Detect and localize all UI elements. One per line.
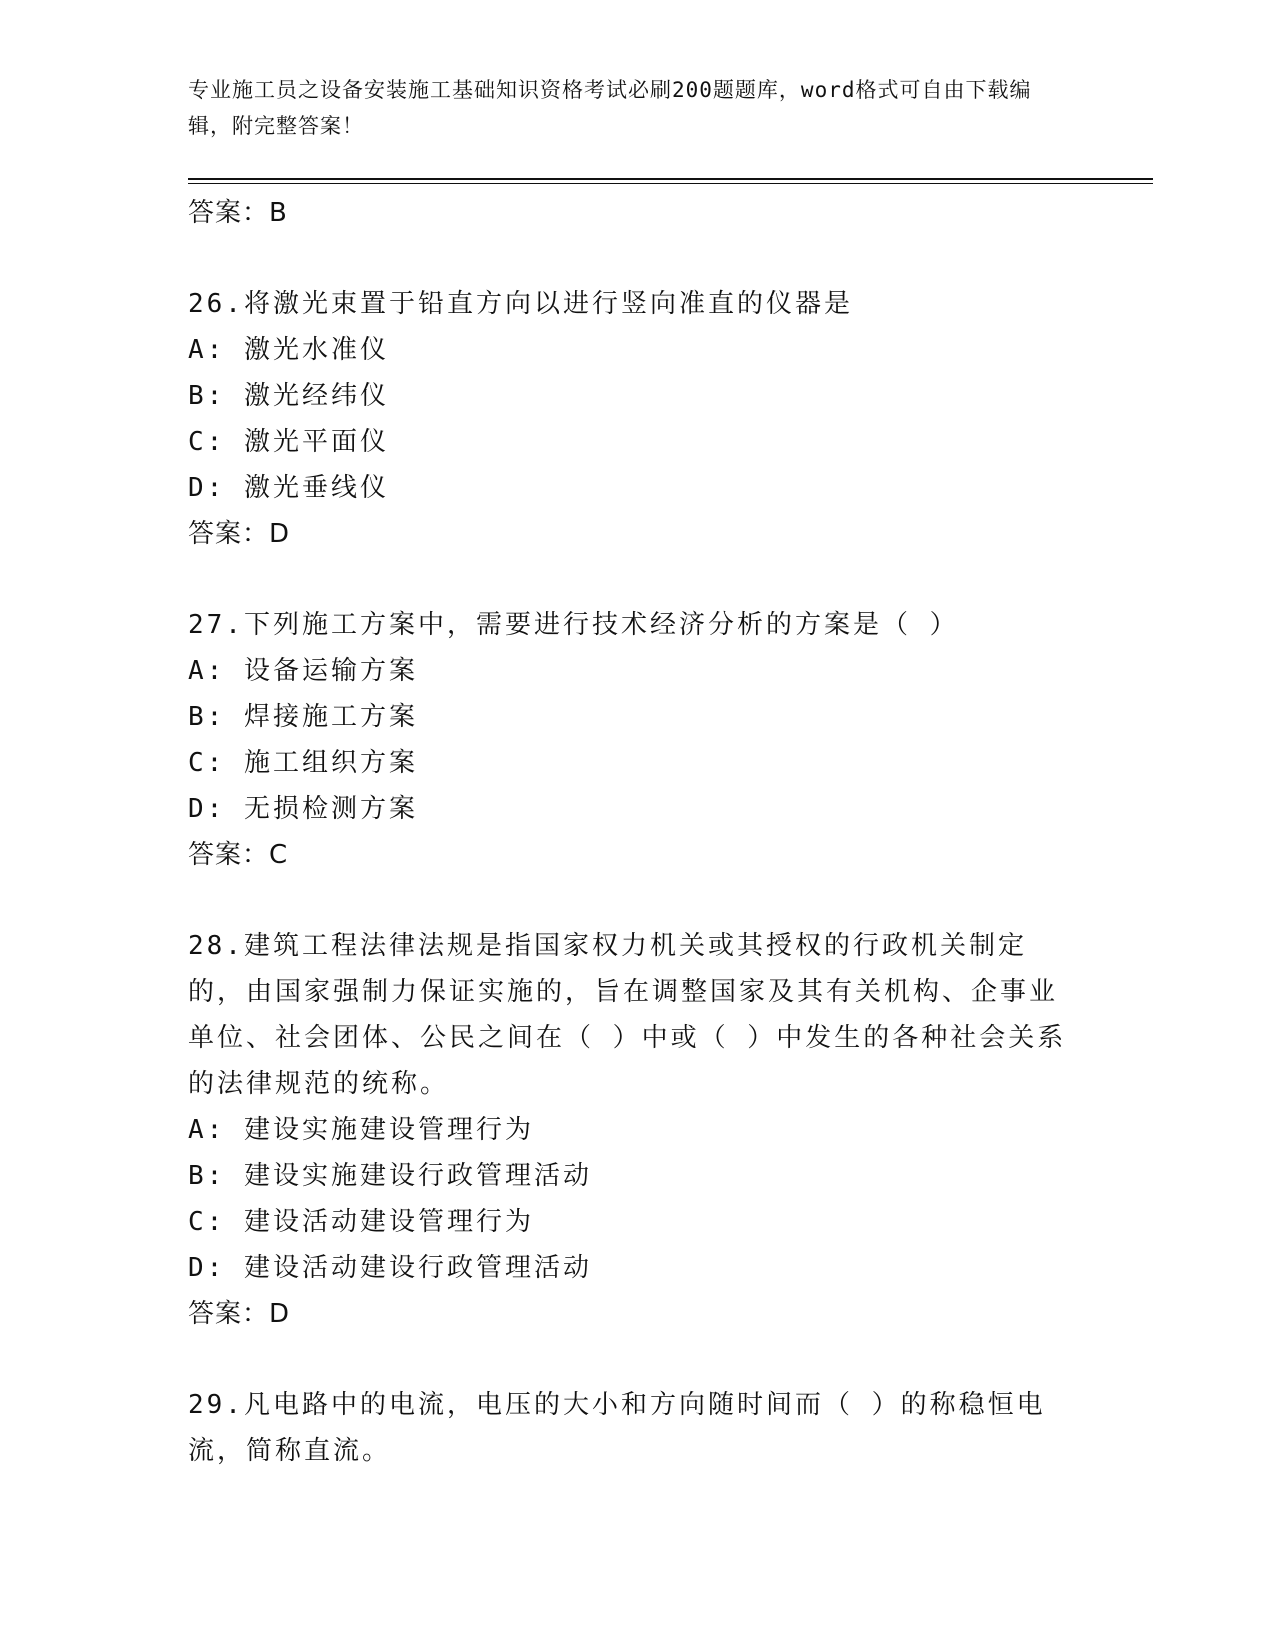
option-b: B: 焊接施工方案 [188,702,418,732]
option-a: A: 设备运输方案 [188,656,418,686]
option-c: C: 激光平面仪 [188,427,389,457]
header-rule [188,178,1153,180]
document-header: 专业施工员之设备安装施工基础知识资格考试必刷200题题库，word格式可自由下载编辑，附完整答案！ [188,78,1032,138]
option-a: A: 激光水准仪 [188,335,389,365]
option-d: D: 激光垂线仪 [188,473,389,503]
option-d: D: 无损检测方案 [188,794,418,824]
question-26 [188,281,1068,557]
question-stem: 26.将激光束置于铅直方向以进行竖向准直的仪器是 [188,289,853,319]
question-29 [188,1382,1068,1474]
question-list [188,188,1068,1519]
question-stem: 28.建筑工程法律法规是指国家权力机关或其授权的行政机关制定的，由国家强制力保证实施的，旨在调整国家及其有关机构、企事业单位、社会团体、公民之间在（ ）中或（ ）中发生的各种社会关系的法律规范的统称。 [188,931,1067,1099]
answer-label: 答案：D [188,519,291,549]
answer-label: 答案：D [188,1299,291,1329]
question-27 [188,602,1068,878]
option-c: C: 施工组织方案 [188,748,418,778]
answer-label: 答案：B [188,198,288,228]
option-b: B: 建设实施建设行政管理活动 [188,1161,592,1191]
question-28 [188,923,1068,1337]
option-b: B: 激光经纬仪 [188,381,389,411]
question-stem: 29.凡电路中的电流，电压的大小和方向随时间而（ ）的称稳恒电流，简称直流。 [188,1390,1046,1466]
option-d: D: 建设活动建设行政管理活动 [188,1253,592,1283]
option-a: A: 建设实施建设管理行为 [188,1115,534,1145]
header-rule-thin [188,183,1153,184]
question-stem: 27.下列施工方案中，需要进行技术经济分析的方案是（ ） [188,610,959,640]
option-c: C: 建设活动建设管理行为 [188,1207,534,1237]
answer-label: 答案：C [188,840,289,870]
